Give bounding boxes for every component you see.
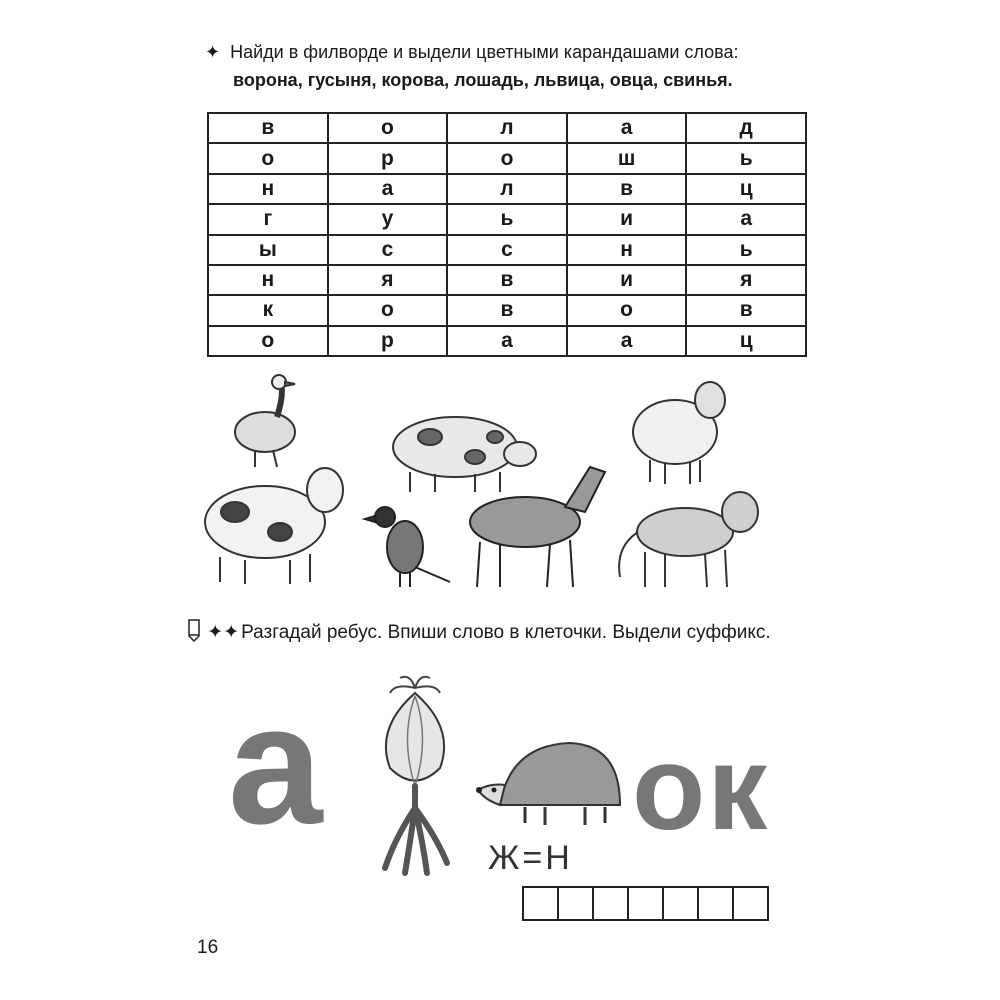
onion-icon (355, 668, 475, 878)
grid-cell[interactable]: л (447, 113, 567, 143)
grid-cell[interactable]: н (208, 265, 328, 295)
grid-cell[interactable]: о (447, 143, 567, 173)
task1-instruction: Найди в филворде и выдели цветными карандашами слова: (230, 42, 739, 62)
grid-cell[interactable]: а (328, 174, 448, 204)
grid-cell[interactable]: в (447, 295, 567, 325)
answer-cells (522, 886, 769, 921)
grid-row (208, 204, 806, 234)
grid-cell[interactable]: с (328, 235, 448, 265)
grid-cell[interactable]: ь (686, 235, 806, 265)
grid-row (208, 174, 806, 204)
grid-cell[interactable]: и (567, 204, 687, 234)
grid-cell[interactable]: к (208, 295, 328, 325)
rebus-letters-ok: ок (632, 721, 770, 855)
grid-cell[interactable]: д (686, 113, 806, 143)
rebus-letter-a: а (228, 670, 323, 860)
grid-row (208, 326, 806, 356)
lioness-illustration (619, 492, 758, 587)
grid-cell[interactable]: н (208, 174, 328, 204)
task2-instruction-block (186, 618, 806, 648)
grid-row (208, 143, 806, 173)
grid-cell[interactable]: я (686, 265, 806, 295)
grid-cell[interactable]: ы (208, 235, 328, 265)
grid-cell[interactable]: н (567, 235, 687, 265)
grid-cell[interactable]: ш (567, 143, 687, 173)
answer-cell[interactable] (732, 886, 769, 921)
answer-cell[interactable] (557, 886, 594, 921)
hedgehog-icon (470, 735, 630, 835)
grid-cell[interactable]: в (567, 174, 687, 204)
grid-cell[interactable]: о (328, 295, 448, 325)
answer-cell[interactable] (627, 886, 664, 921)
task1-words: ворона, гусыня, корова, лошадь, львица, овца, свинья. (233, 70, 733, 90)
word-search-grid (207, 112, 807, 357)
grid-cell[interactable]: а (447, 326, 567, 356)
grid-cell[interactable]: с (447, 235, 567, 265)
grid-cell[interactable]: р (328, 143, 448, 173)
grid-cell[interactable]: ь (686, 143, 806, 173)
grid-cell[interactable]: в (208, 113, 328, 143)
grid-cell[interactable]: р (328, 326, 448, 356)
grid-cell[interactable]: о (208, 326, 328, 356)
page-number: 16 (197, 937, 219, 958)
pencil-icon (186, 622, 207, 643)
cow-illustration (205, 468, 343, 584)
grid-cell[interactable]: о (328, 113, 448, 143)
grid-cell[interactable]: а (567, 326, 687, 356)
animals-illustration (195, 372, 775, 602)
grid-cell[interactable]: г (208, 204, 328, 234)
answer-cell[interactable] (662, 886, 699, 921)
task1-instruction-block (205, 38, 805, 94)
rebus-formula: Ж=Н (488, 839, 573, 877)
answer-cell[interactable] (592, 886, 629, 921)
horse-illustration (470, 467, 605, 587)
grid-cell[interactable]: а (567, 113, 687, 143)
grid-cell[interactable]: ц (686, 174, 806, 204)
star-icon: ✦ (205, 42, 221, 62)
grid-row (208, 265, 806, 295)
task2-instruction: Разгадай ребус. Впиши слово в клеточки. Выдели суффикс. (241, 622, 771, 643)
double-star-icon: ✦✦ (207, 622, 240, 643)
grid-row (208, 113, 806, 143)
pig-illustration (393, 417, 536, 492)
grid-cell[interactable]: у (328, 204, 448, 234)
grid-cell[interactable]: а (686, 204, 806, 234)
sheep-illustration (633, 382, 725, 484)
grid-row (208, 295, 806, 325)
grid-cell[interactable]: в (447, 265, 567, 295)
answer-cell[interactable] (522, 886, 559, 921)
crow-illustration (365, 507, 450, 587)
goose-illustration (235, 375, 295, 467)
grid-cell[interactable]: я (328, 265, 448, 295)
grid-row (208, 235, 806, 265)
grid-cell[interactable]: ь (447, 204, 567, 234)
grid-cell[interactable]: о (567, 295, 687, 325)
grid-cell[interactable]: ц (686, 326, 806, 356)
left-margin (0, 0, 170, 1000)
answer-cell[interactable] (697, 886, 734, 921)
grid-cell[interactable]: и (567, 265, 687, 295)
grid-cell[interactable]: о (208, 143, 328, 173)
grid-cell[interactable]: л (447, 174, 567, 204)
grid-cell[interactable]: в (686, 295, 806, 325)
